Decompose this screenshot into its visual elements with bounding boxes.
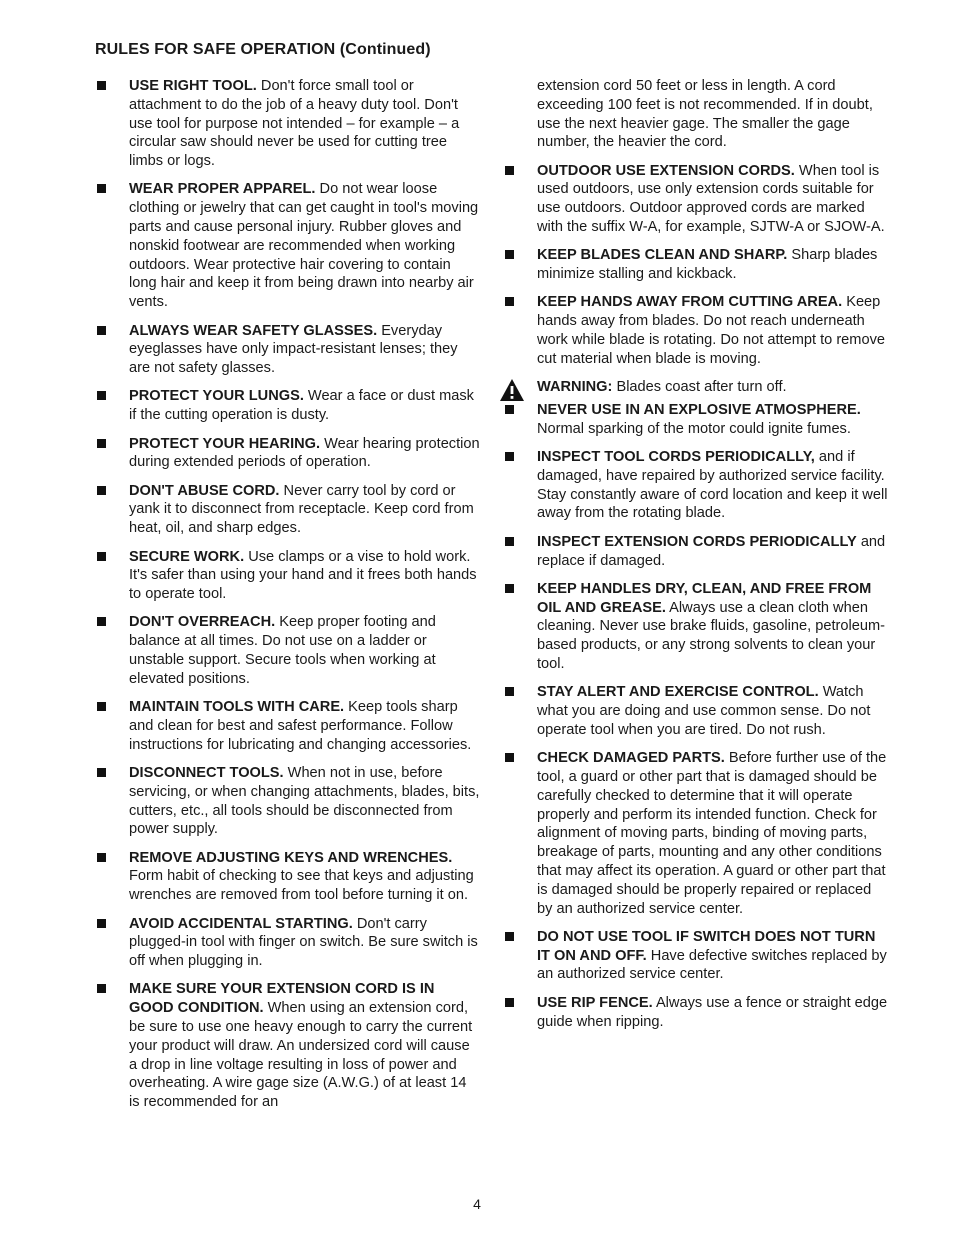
rule-text: When not in use, before servicing, or when changing attachments, blades, bits, cutters, etc., all tools should be disconnected from power supply. <box>129 765 480 838</box>
bullet-icon <box>97 768 106 777</box>
rule-dont-abuse-cord <box>95 482 480 538</box>
rule-text: Always use a fence or straight edge guide when ripping. <box>537 994 888 1030</box>
rule-extension-cord <box>95 980 480 1112</box>
rule-text: Keep tools sharp and clean for best and safest performance. Follow instructions for lubricating and changing accessories. <box>129 699 472 753</box>
warning-triangle-icon <box>499 378 525 402</box>
rule-text: and if damaged, have repaired by authorized service facility. Stay constantly aware of cord location and keep it well away from the rotating blade. <box>537 449 888 522</box>
rule-text: Don't force small tool or attachment to do the job of a heavy duty tool. Don't use tool for purpose not intended – for example – a circular saw should never be used for cutting tree limbs or logs. <box>129 78 460 170</box>
rule-heading: PROTECT YOUR LUNGS. <box>129 388 304 405</box>
rule-protect-lungs <box>95 387 480 425</box>
bullet-icon <box>97 184 106 193</box>
warning-notice <box>503 378 888 397</box>
rule-wear-proper-apparel <box>95 180 480 312</box>
rule-text: Keep hands away from blades. Do not reach underneath work while blade is rotating. Do not attempt to remove cut material when blade is moving. <box>537 294 885 367</box>
rule-text: Keep proper footing and balance at all times. Do not use on a ladder or unstable support. Secure tools when working at elevated positions. <box>129 614 436 687</box>
rule-check-damaged <box>503 749 888 918</box>
bullet-icon <box>505 405 514 414</box>
rule-hands-away <box>503 293 888 368</box>
rule-heading: KEEP HANDS AWAY FROM CUTTING AREA. <box>537 294 843 311</box>
bullet-icon <box>505 753 514 762</box>
bullet-icon <box>97 853 106 862</box>
continuation-text: extension cord 50 feet or less in length. A cord exceeding 100 feet is not recommended. If in doubt, use the next heavier gage. The smaller the gage number, the heavier the cord. <box>537 78 873 151</box>
rule-heading: STAY ALERT AND EXERCISE CONTROL. <box>537 684 819 701</box>
rule-heading: INSPECT TOOL CORDS PERIODICALLY, <box>537 449 815 466</box>
bullet-icon <box>505 166 514 175</box>
rule-heading: MAINTAIN TOOLS WITH CARE. <box>129 699 345 716</box>
rule-protect-hearing <box>95 435 480 473</box>
rule-text: Use clamps or a vise to hold work. It's safer than using your hand and it frees both hands to operate tool. <box>129 548 477 603</box>
rule-blades-clean <box>503 246 888 284</box>
bullet-icon <box>97 984 106 993</box>
rule-use-right-tool <box>95 77 480 171</box>
rule-text: Before further use of the tool, a guard or other part that is damaged should be carefully checked to determine that it will operate properly and perform its intended function. Check for alignment of moving parts, binding of moving parts, breakage of parts, mounting and any other conditions that may affect its operation. A guard or other part that is damaged should be properly repaired or replaced by an authorized service center. <box>537 750 887 917</box>
rule-text: Have defective switches replaced by an authorized service center. <box>537 947 887 983</box>
rule-heading: PROTECT YOUR HEARING. <box>129 435 321 452</box>
rule-text: Watch what you are doing and use common sense. Do not operate tool when you are tired. Do not rush. <box>537 684 871 738</box>
rule-handles-dry <box>503 580 888 674</box>
rule-text: and replace if damaged. <box>537 533 886 569</box>
rule-text: Wear hearing protection during extended periods of operation. <box>129 435 480 471</box>
bullet-icon <box>505 584 514 593</box>
bullet-icon <box>97 702 106 711</box>
rule-heading: REMOVE ADJUSTING KEYS AND WRENCHES. <box>129 849 453 866</box>
rule-heading: INSPECT EXTENSION CORDS PERIODICALLY <box>537 533 857 550</box>
bullet-icon <box>505 297 514 306</box>
rule-remove-keys <box>95 849 480 905</box>
bullet-icon <box>97 81 106 90</box>
rule-avoid-starting <box>95 915 480 971</box>
rule-text: Sharp blades minimize stalling and kickback. <box>537 247 878 283</box>
rule-heading: ALWAYS WEAR SAFETY GLASSES. <box>129 322 378 339</box>
rule-text: Form habit of checking to see that keys and adjusting wrenches are removed from tool before turning it on. <box>129 868 474 904</box>
rule-text: Don't carry plugged-in tool with finger on switch. Be sure switch is off when plugging in. <box>129 915 478 970</box>
rule-heading: OUTDOOR USE EXTENSION CORDS. <box>537 162 795 179</box>
rule-text: Never carry tool by cord or yank it to disconnect from receptacle. Keep cord from heat, oil, and sharp edges. <box>129 482 474 537</box>
page-title: RULES FOR SAFE OPERATION (Continued) <box>95 41 431 58</box>
bullet-icon <box>505 998 514 1007</box>
bullet-icon <box>97 439 106 448</box>
rule-heading: CHECK DAMAGED PARTS. <box>537 750 725 767</box>
rule-outdoor-cords <box>503 162 888 237</box>
rule-switch <box>503 928 888 984</box>
page-number: 4 <box>473 1196 481 1212</box>
rule-heading: KEEP HANDLES DRY, CLEAN, AND FREE FROM OIL AND GREASE. <box>537 580 872 616</box>
rule-disconnect-tools <box>95 764 480 839</box>
rule-text: Do not wear loose clothing or jewelry that can get caught in tool's moving parts and cause personal injury. Rubber gloves and nonskid footwear are recommended when working outdoors. Wear protective hair covering to contain long hair and keep it from being drawn into nearby air vents. <box>129 181 479 311</box>
rule-explosive <box>503 401 888 439</box>
rule-rip-fence <box>503 994 888 1032</box>
right-column <box>503 77 888 1041</box>
rule-secure-work <box>95 548 480 604</box>
bullet-icon <box>97 326 106 335</box>
rule-safety-glasses <box>95 322 480 378</box>
rule-stay-alert <box>503 683 888 739</box>
rule-inspect-extension-cords <box>503 533 888 571</box>
bullet-icon <box>97 919 106 928</box>
bullet-icon <box>97 391 106 400</box>
bullet-icon <box>97 617 106 626</box>
bullet-icon <box>505 537 514 546</box>
rule-text: Always use a clean cloth when cleaning. Never use brake fluids, gasoline, petroleum-based products, or any strong solvents to clean your tool. <box>537 599 886 673</box>
rule-heading: KEEP BLADES CLEAN AND SHARP. <box>537 247 788 264</box>
rule-text: Normal sparking of the motor could ignite fumes. <box>537 420 851 437</box>
rule-text: Wear a face or dust mask if the cutting operation is dusty. <box>129 388 474 424</box>
rule-heading: MAKE SURE YOUR EXTENSION CORD IS IN GOOD CONDITION. <box>129 981 435 1017</box>
bullet-icon <box>505 687 514 696</box>
warning-label: WARNING: <box>537 379 613 396</box>
rule-heading: DON'T OVERREACH. <box>129 614 276 631</box>
rule-text: Everyday eyeglasses have only impact-resistant lenses; they are not safety glasses. <box>129 322 458 377</box>
bullet-icon <box>505 452 514 461</box>
bullet-icon <box>97 552 106 561</box>
rule-heading: SECURE WORK. <box>129 548 245 565</box>
rule-heading: USE RIGHT TOOL. <box>129 78 257 94</box>
rule-maintain-tools <box>95 698 480 754</box>
rule-heading: USE RIP FENCE. <box>537 994 653 1011</box>
rule-heading: NEVER USE IN AN EXPLOSIVE ATMOSPHERE. <box>537 401 861 418</box>
rule-heading: DISCONNECT TOOLS. <box>129 765 284 781</box>
rule-inspect-tool-cords <box>503 448 888 523</box>
bullet-icon <box>505 250 514 259</box>
rule-dont-overreach <box>95 613 480 688</box>
warning-text: Blades coast after turn off. <box>612 379 787 396</box>
rule-heading: AVOID ACCIDENTAL STARTING. <box>129 915 353 932</box>
rule-heading: DON'T ABUSE CORD. <box>129 482 280 499</box>
left-column <box>95 77 480 1122</box>
rule-heading: DO NOT USE TOOL IF SWITCH DOES NOT TURN IT ON AND OFF. <box>537 928 876 964</box>
rule-heading: WEAR PROPER APPAREL. <box>129 181 316 198</box>
bullet-icon <box>505 932 514 941</box>
bullet-icon <box>97 486 106 495</box>
rule-text: When tool is used outdoors, use only extension cords suitable for use outdoors. Outdoor approved cords are marked with the suffix W-A, for example, SJTW-A or SJOW-A. <box>537 162 885 236</box>
rule-text: When using an extension cord, be sure to use one heavy enough to carry the current your product will draw. An undersized cord will cause a drop in line voltage resulting in loss of power and overheating. A wire gage size (A.W.G.) of at least 14 is recommended for an <box>129 1000 473 1111</box>
